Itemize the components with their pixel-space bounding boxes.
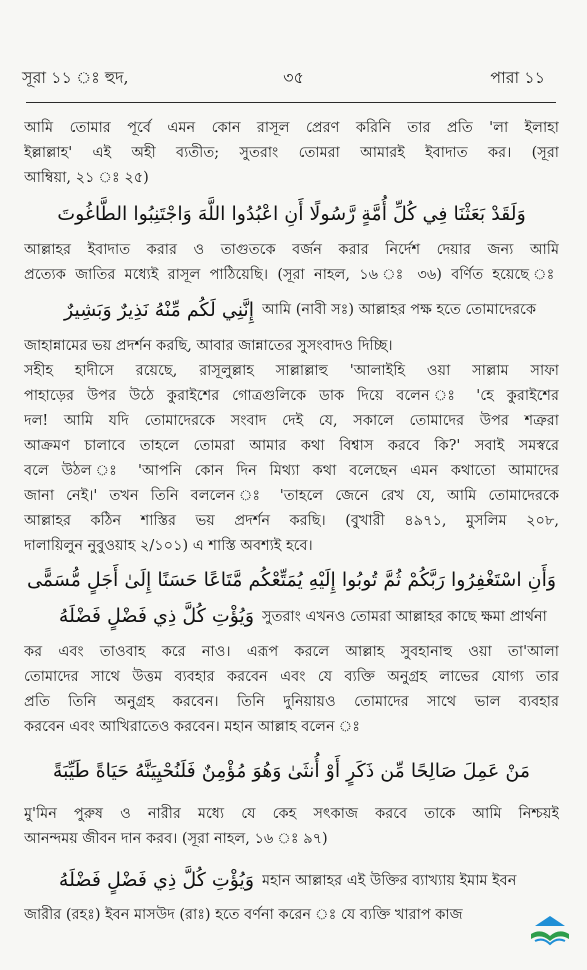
text-line: বলে উঠল ঃ 'আপনি কোন দিন মিথ্যা কথা বলেছেন এমন কথাতো আমাদের (24, 463, 559, 479)
text-line: ইল্লাল্লাহ' এই অহী ব্যতীত; সুতরাং তোমরা আমারই ইবাদাত কর। (সূরা (24, 145, 559, 161)
text-line: তোমাদের সাথে উত্তম ব্যবহার করবেন এবং যে ব্যক্তি অনুগ্রহ লাভের যোগ্য তার (24, 669, 559, 685)
arabic-verse: وَأَنِ اسْتَغْفِرُوا رَبَّكُمْ ثُمَّ تُوبُوا إِلَيْهِ يُمَتِّعْكُم مَّتَاعًا حَسَنًا إِلَىٰ أَجَلٍ مُّسَمًّى (26, 569, 557, 591)
text-line: মহান আল্লাহর এই উক্তির ব্যাখ্যায় ইমাম ইবন (262, 873, 517, 889)
text-line: সুতরাং এখনও তোমরা আল্লাহর কাছে ক্ষমা প্রার্থনা (262, 609, 547, 625)
arabic-verse: وَيُؤْتِ كُلَّ ذِي فَضْلٍ فَضْلَهُ (58, 869, 254, 891)
text-line: দল! আমি যদি তোমাদেরকে সংবাদ দেই যে, সকালে তোমাদের উপর শত্রুরা (24, 413, 559, 429)
text-line: প্রতি তিনি অনুগ্রহ করবেন। তিনি দুনিয়ায়ও তোমাদের সাথে ভাল ব্যবহার (24, 694, 559, 710)
logo-roof-shape (535, 916, 565, 926)
text-line: কর এবং তাওবাহ করে নাও। এরূপ করলে আল্লাহ সুবহানাহু ওয়া তা'আলা (24, 644, 559, 660)
text-line: পাহাড়ের উপর উঠে কুরাইশের গোত্রগুলিকে ডাক দিয়ে বলেন ঃ 'হে কুরাইশের (24, 388, 559, 404)
arabic-verse: مَنْ عَمِلَ صَالِحًا مِّن ذَكَرٍ أَوْ أُنثَىٰ وَهُوَ مُؤْمِنٌ فَلَنُحْيِيَنَّهُ حَيَاةً طَيِّبَةً (52, 760, 531, 782)
text-line: জাহান্নামের ভয় প্রদর্শন করছি, আবার জান্নাতের সুসংবাদও দিচ্ছি। (24, 338, 393, 354)
text-line: জারীর (রহঃ) ইবন মাসউদ (রাঃ) হতে বর্ণনা করেন ঃ যে ব্যক্তি খারাপ কাজ (24, 907, 463, 923)
text-line: করবেন এবং আখিরাতেও করবেন। মহান আল্লাহ বলেন ঃ (24, 719, 360, 735)
text-line: জানা নেই।' তখন তিনি বললেন ঃ 'তাহলে জেনে রেখ যে, আমি তোমাদেরকে (24, 488, 559, 504)
page-header (22, 66, 565, 90)
text-line: আল্লাহর ইবাদাত করার ও তাগুতকে বর্জন করার নির্দেশ দেয়ার জন্য আমি (24, 242, 559, 258)
text-line: আমি (নাবী সঃ) আল্লাহর পক্ষ হতে তোমাদেরকে (262, 302, 537, 318)
surah-label: সূরা ১১ ঃ হুদ, (22, 68, 129, 87)
text-line: আল্লাহর কঠিন শাস্তির ভয় প্রদর্শন করছি। (বুখারী ৪৯৭১, মুসলিম ২০৮, (24, 513, 559, 529)
text-line: আক্রমণ চালাবে তাহলে তোমরা আমার কথা বিশ্বাস করবে কি?' সবাই সমস্বরে (24, 438, 559, 454)
text-line: আমি তোমার পূর্বে এমন কোন রাসূল প্রেরণ করিনি তার প্রতি 'লা ইলাহা (24, 120, 559, 136)
para-label: পারা ১১ (490, 68, 545, 87)
text-line: মু'মিন পুরুষ ও নারীর মধ্যে যে কেহ সৎকাজ করবে তাকে আমি নিশ্চয়ই (24, 806, 559, 822)
book-logo-icon (527, 914, 573, 948)
arabic-verse: وَيُؤْتِ كُلَّ ذِي فَضْلٍ فَضْلَهُ (58, 605, 254, 627)
text-line: দালায়িলুন নুবুওয়াহ ২/১০১) এ শাস্তি অবশ্যই হবে। (24, 538, 313, 554)
arabic-verse: إِنَّنِي لَكُم مِّنْهُ نَذِيرٌ وَبَشِيرٌ (64, 299, 254, 321)
text-line: সহীহ হাদীসে রয়েছে, রাসূলুল্লাহ সাল্লাল্লাহু 'আলাইহি ওয়া সাল্লাম সাফা (24, 363, 559, 379)
text-line: আম্বিয়া, ২১ ঃ ২৫) (24, 170, 149, 186)
arabic-verse: وَلَقَدْ بَعَثْنَا فِي كُلِّ أُمَّةٍ رَّسُولًا أَنِ اعْبُدُوا اللَّهَ وَاجْتَنِبُوا الطَّاغُوتَ (57, 203, 526, 225)
text-line: প্রত্যেক জাতির মধ্যেই রাসূল পাঠিয়েছি। (সূরা নাহল, ১৬ ঃ ৩৬) বর্ণিত হয়েছে ঃ (24, 267, 559, 283)
page-number: ৩৫ (283, 68, 304, 87)
text-line: আনন্দময় জীবন দান করব। (সূরা নাহল, ১৬ ঃ ৯৭) (24, 831, 328, 847)
header-divider (26, 102, 556, 103)
